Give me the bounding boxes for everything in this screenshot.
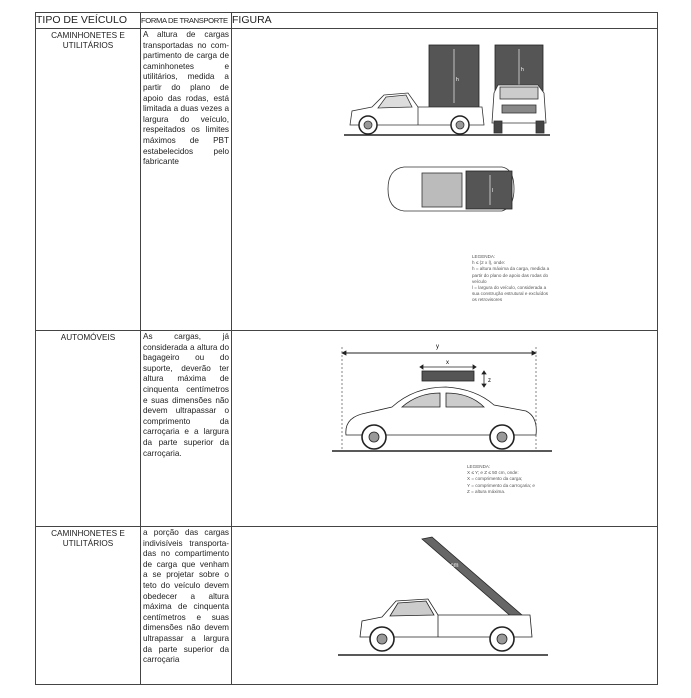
header-transport-form: FORMA DE TRANSPORTE: [141, 13, 232, 29]
legend-line: partir do plano de apoio das rodas do: [472, 272, 549, 278]
pickup-front-view: [490, 45, 550, 135]
car-load-diagram: [232, 331, 658, 527]
legend-line: sua construção estrutural e excluídos: [472, 291, 549, 297]
legend-line: os retrovisores: [472, 297, 503, 303]
z-label: z: [488, 378, 491, 384]
height-label: h = 50 cm: [432, 563, 459, 569]
transport-description: A altura de cargas transportadas no com-partimento de carga de caminhonetes e utilitários, medida a partir do plano de apoio das rodas, está limitada a duas vezes a largura do veículo, respeitados os limites máximos de PBT estabelecidos pelo fabricante: [141, 29, 232, 331]
legend-line: l = largura do veículo, considerada a: [472, 285, 547, 291]
table-row: [36, 527, 658, 685]
pickup-top-view: [388, 167, 514, 211]
pickup-side-projected: [338, 537, 548, 655]
legend-line: h ≤ (2 x l), onde:: [472, 260, 506, 266]
regulation-table: [35, 12, 658, 685]
table-row: [36, 29, 658, 331]
legend-line: Z = altura máxima.: [467, 488, 506, 494]
legend-line: veículo: [472, 278, 487, 284]
legend-row-2: [467, 464, 535, 495]
height-label-front: h: [521, 67, 524, 73]
pickup-projected-load-diagram: [232, 527, 658, 685]
table-row: [36, 331, 658, 527]
x-label: x: [446, 360, 449, 366]
y-label: y: [436, 344, 439, 350]
vehicle-type-cell: CAMINHONETES E UTILITÁRIOS: [36, 527, 141, 685]
legend-line: X = comprimento da carga;: [467, 476, 523, 482]
transport-description: a porção das cargas indivisíveis transporta-das no compartimento de carga que venham a se projetar sobre o teto do veículo devem obedecer a altura máxima de cinquenta centímetros e suas dimensões não devem ultrapassar a largura da parte superior da carroçaria: [141, 527, 232, 685]
height-label-side: h: [456, 77, 459, 83]
legend-line: Y = comprimento da carroçaria; e: [467, 482, 535, 488]
width-label-top: l: [492, 188, 494, 194]
header-figure: FIGURA: [232, 13, 658, 29]
figure-cell: [232, 527, 658, 685]
legend-line: LEGENDA:: [467, 464, 491, 469]
figure-cell: [232, 331, 658, 527]
vehicle-type-cell: CAMINHONETES E UTILITÁRIOS: [36, 29, 141, 331]
table-header: [36, 13, 658, 29]
legend-line: X ≤ Y; e Z ≤ 50 cm, onde:: [467, 470, 519, 476]
legend-line: h = altura máxima da carga, medida a: [472, 266, 550, 272]
pickup-side-view: [344, 45, 490, 135]
legend-line: LEGENDA:: [472, 254, 496, 259]
pickup-load-diagram: [232, 29, 658, 331]
header-vehicle-type: TIPO DE VEÍCULO: [36, 13, 141, 29]
legend-row-1: [472, 254, 549, 304]
transport-description: As cargas, já considerada a altura do bagageiro ou do suporte, deverão ter altura máxima de cinquenta centímetros e suas dimensões não devem ultrapassar o comprimento da carroçaria e a largura da parte superior da carroçaria.: [141, 331, 232, 527]
figure-cell: [232, 29, 658, 331]
car-side-view: [332, 347, 552, 451]
vehicle-type-cell: AUTOMÓVEIS: [36, 331, 141, 527]
